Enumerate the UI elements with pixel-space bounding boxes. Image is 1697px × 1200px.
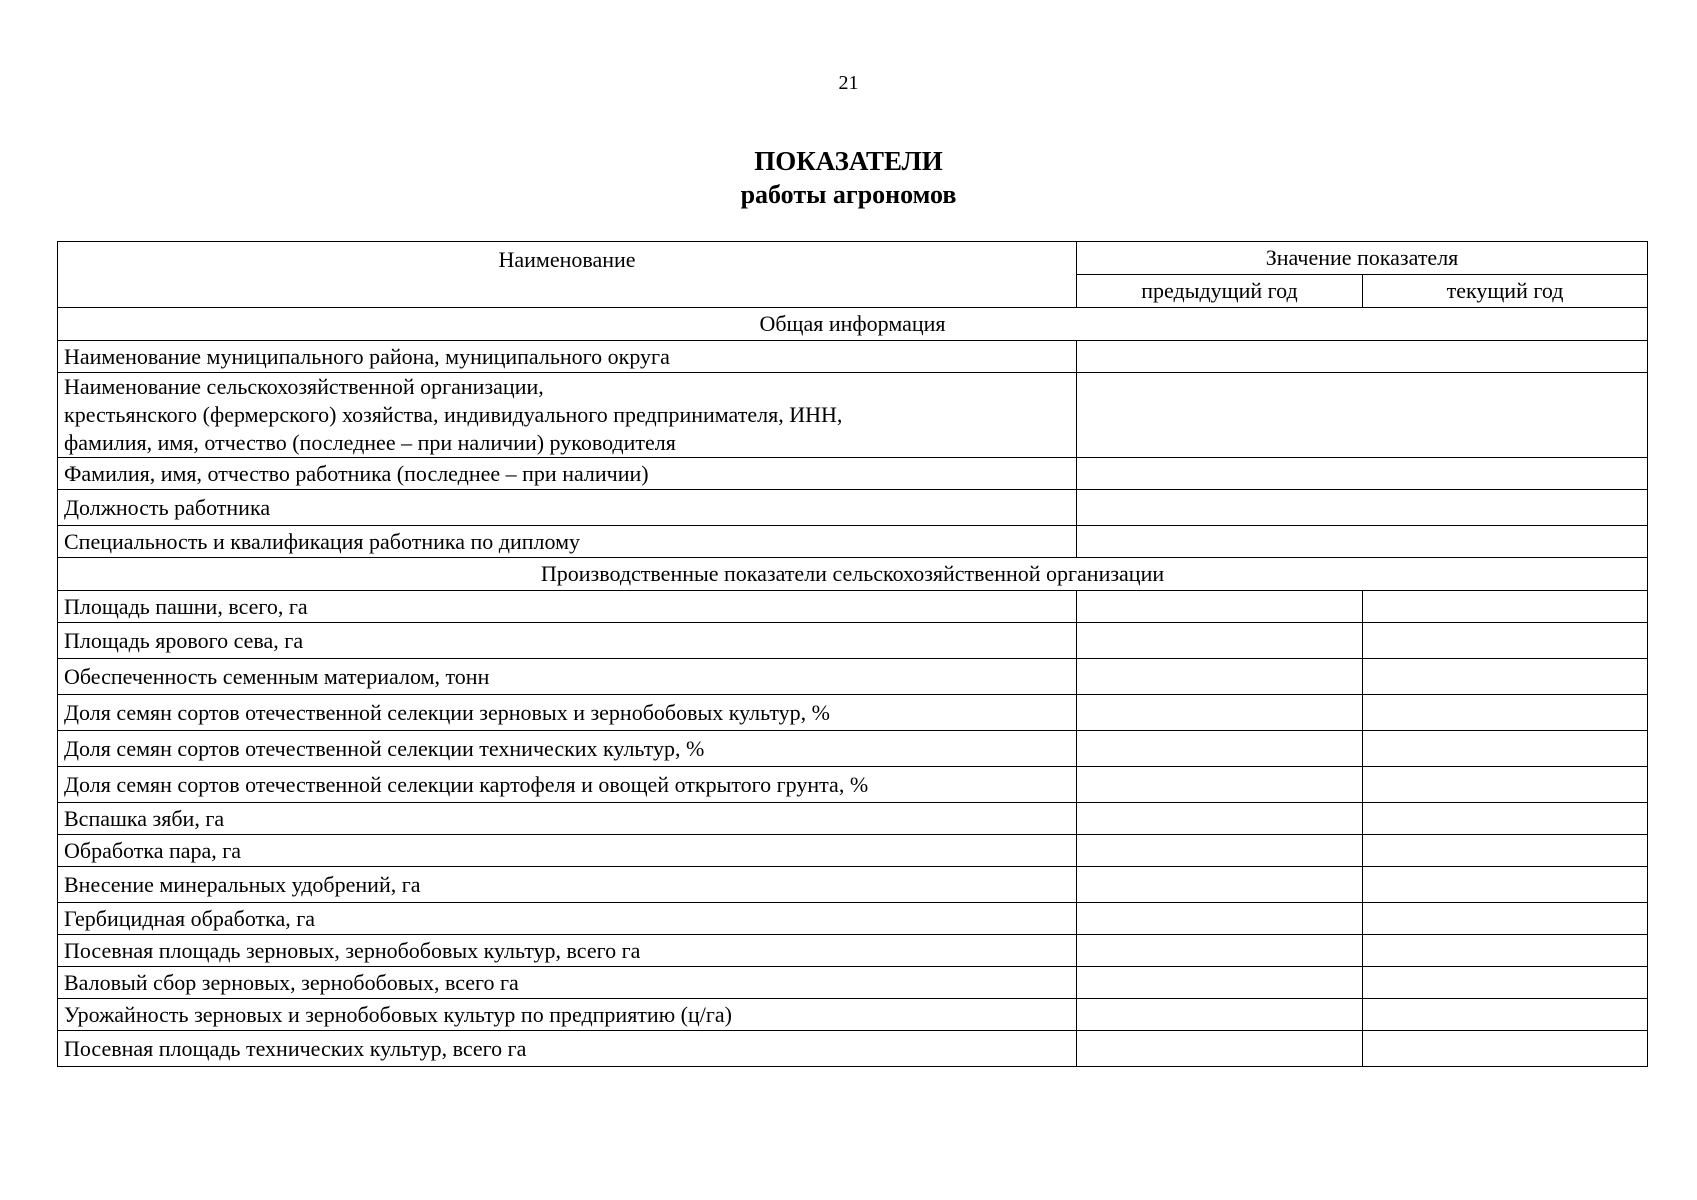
- row-label: Вспашка зяби, га: [58, 803, 1077, 835]
- prev-year-cell[interactable]: [1077, 591, 1363, 623]
- row-label: Доля семян сортов отечественной селекции зерновых и зернобобовых культур, %: [58, 695, 1077, 731]
- row-label: Фамилия, имя, отчество работника (последнее – при наличии): [58, 458, 1077, 490]
- table-row: [58, 341, 1648, 373]
- header-cur-year: текущий год: [1363, 275, 1648, 308]
- prev-year-cell[interactable]: [1077, 1031, 1363, 1067]
- row-label: Гербицидная обработка, га: [58, 903, 1077, 935]
- table-row: [58, 490, 1648, 526]
- row-label: Доля семян сортов отечественной селекции картофеля и овощей открытого грунта, %: [58, 767, 1077, 803]
- value-cell[interactable]: [1077, 526, 1648, 558]
- production-rows: [58, 591, 1648, 1067]
- cur-year-cell[interactable]: [1363, 591, 1648, 623]
- row-label: Внесение минеральных удобрений, га: [58, 867, 1077, 903]
- section-row: [58, 558, 1648, 591]
- prev-year-cell[interactable]: [1077, 835, 1363, 867]
- table-row: [58, 731, 1648, 767]
- table-row: [58, 458, 1648, 490]
- value-cell[interactable]: [1077, 458, 1648, 490]
- row-label: Посевная площадь технических культур, всего га: [58, 1031, 1077, 1067]
- general-rows: [58, 341, 1648, 558]
- prev-year-cell[interactable]: [1077, 659, 1363, 695]
- row-label: Площадь ярового сева, га: [58, 623, 1077, 659]
- table-row: [58, 695, 1648, 731]
- table-row: [58, 623, 1648, 659]
- cur-year-cell[interactable]: [1363, 1031, 1648, 1067]
- row-label: Урожайность зерновых и зернобобовых культур по предприятию (ц/га): [58, 999, 1077, 1031]
- header-name: Наименование: [58, 242, 1077, 308]
- table-row: [58, 373, 1648, 458]
- row-label: Площадь пашни, всего, га: [58, 591, 1077, 623]
- table-row: [58, 659, 1648, 695]
- row-label: Посевная площадь зерновых, зернобобовых культур, всего га: [58, 935, 1077, 967]
- cur-year-cell[interactable]: [1363, 935, 1648, 967]
- cur-year-cell[interactable]: [1363, 999, 1648, 1031]
- table-row: [58, 835, 1648, 867]
- prev-year-cell[interactable]: [1077, 767, 1363, 803]
- section-title-production: Производственные показатели сельскохозяйственной организации: [58, 558, 1648, 591]
- prev-year-cell[interactable]: [1077, 803, 1363, 835]
- table-row: [58, 526, 1648, 558]
- header-value-group: Значение показателя: [1077, 242, 1648, 275]
- row-label: Валовый сбор зерновых, зернобобовых, всего га: [58, 967, 1077, 999]
- value-cell[interactable]: [1077, 373, 1648, 458]
- cur-year-cell[interactable]: [1363, 803, 1648, 835]
- table-header-row: [58, 242, 1648, 275]
- table-row: [58, 999, 1648, 1031]
- page-title: ПОКАЗАТЕЛИ: [754, 146, 943, 176]
- cur-year-cell[interactable]: [1363, 867, 1648, 903]
- row-label: Обеспеченность семенным материалом, тонн: [58, 659, 1077, 695]
- cur-year-cell[interactable]: [1363, 767, 1648, 803]
- prev-year-cell[interactable]: [1077, 695, 1363, 731]
- prev-year-cell[interactable]: [1077, 731, 1363, 767]
- table-row: [58, 591, 1648, 623]
- prev-year-cell[interactable]: [1077, 935, 1363, 967]
- table-row: [58, 867, 1648, 903]
- table-row: [58, 903, 1648, 935]
- row-label: Доля семян сортов отечественной селекции технических культур, %: [58, 731, 1077, 767]
- cur-year-cell[interactable]: [1363, 903, 1648, 935]
- cur-year-cell[interactable]: [1363, 731, 1648, 767]
- row-label: Наименование муниципального района, муниципального округа: [58, 341, 1077, 373]
- prev-year-cell[interactable]: [1077, 967, 1363, 999]
- cur-year-cell[interactable]: [1363, 835, 1648, 867]
- prev-year-cell[interactable]: [1077, 999, 1363, 1031]
- cur-year-cell[interactable]: [1363, 695, 1648, 731]
- section-title-general: Общая информация: [58, 308, 1648, 341]
- table-row: [58, 935, 1648, 967]
- indicators-table: [57, 241, 1648, 1067]
- page-subtitle: работы агрономов: [740, 180, 957, 209]
- table-row: [58, 967, 1648, 999]
- cur-year-cell[interactable]: [1363, 659, 1648, 695]
- header-prev-year: предыдущий год: [1077, 275, 1363, 308]
- prev-year-cell[interactable]: [1077, 867, 1363, 903]
- value-cell[interactable]: [1077, 341, 1648, 373]
- table-row: [58, 803, 1648, 835]
- prev-year-cell[interactable]: [1077, 903, 1363, 935]
- page-number: 21: [838, 72, 859, 94]
- row-label: Обработка пара, га: [58, 835, 1077, 867]
- row-label: Наименование сельскохозяйственной организации, крестьянского (фермерского) хозяйства, индивидуального предпринимателя, ИНН, фамилия, имя, отчество (последнее – при наличии) руководителя: [58, 373, 1077, 458]
- cur-year-cell[interactable]: [1363, 623, 1648, 659]
- section-row: [58, 308, 1648, 341]
- row-label: Должность работника: [58, 490, 1077, 526]
- cur-year-cell[interactable]: [1363, 967, 1648, 999]
- prev-year-cell[interactable]: [1077, 623, 1363, 659]
- value-cell[interactable]: [1077, 490, 1648, 526]
- table-row: [58, 1031, 1648, 1067]
- table-row: [58, 767, 1648, 803]
- row-label: Специальность и квалификация работника по диплому: [58, 526, 1077, 558]
